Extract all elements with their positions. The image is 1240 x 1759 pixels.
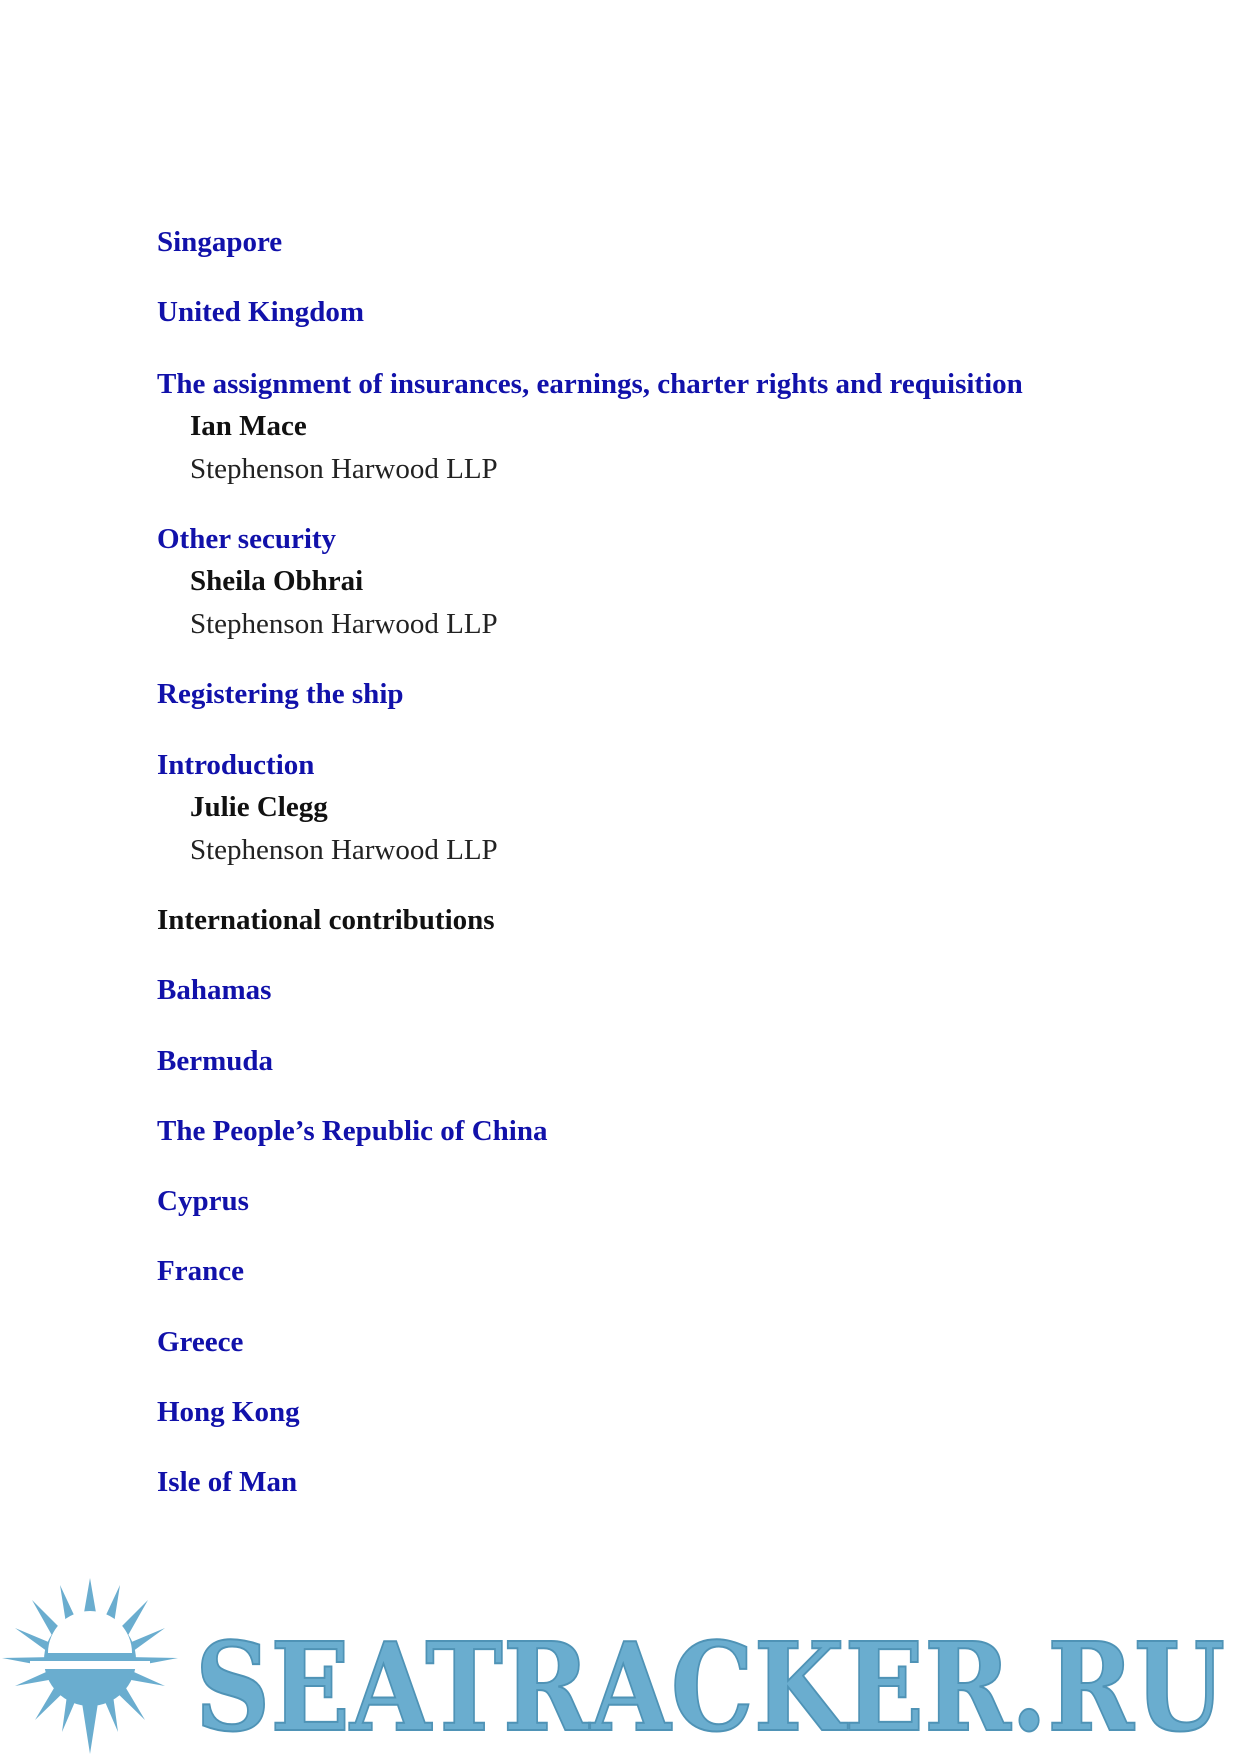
toc-link-hong-kong[interactable]: Hong Kong <box>157 1396 300 1428</box>
toc-link-bermuda[interactable]: Bermuda <box>157 1045 273 1077</box>
toc-link-china[interactable]: The People’s Republic of China <box>157 1115 548 1147</box>
toc-link-bahamas[interactable]: Bahamas <box>157 974 272 1006</box>
watermark-svg <box>0 1560 1240 1754</box>
watermark-banner <box>0 1560 1240 1754</box>
toc-firm-introduction: Stephenson Harwood LLP <box>190 834 498 866</box>
toc-link-registering[interactable]: Registering the ship <box>157 678 404 710</box>
toc-link-greece[interactable]: Greece <box>157 1326 244 1358</box>
toc-author-introduction: Julie Clegg <box>190 791 328 823</box>
toc-link-assignment[interactable]: The assignment of insurances, earnings, charter rights and requisition <box>157 368 1023 400</box>
toc-link-introduction[interactable]: Introduction <box>157 749 315 781</box>
toc-link-cyprus[interactable]: Cyprus <box>157 1185 249 1217</box>
toc-link-isle-of-man[interactable]: Isle of Man <box>157 1466 298 1498</box>
toc-section-heading: International contributions <box>157 904 495 936</box>
toc-link-other-security[interactable]: Other security <box>157 523 337 555</box>
toc-firm-assignment: Stephenson Harwood LLP <box>190 453 498 485</box>
toc-author-other-security: Sheila Obhrai <box>190 565 364 597</box>
sun-logo-icon <box>2 1578 178 1754</box>
toc-link-france[interactable]: France <box>157 1255 244 1287</box>
toc-firm-other-security: Stephenson Harwood LLP <box>190 608 498 640</box>
watermark-text: SEATRACKER.RU <box>195 1615 1225 1754</box>
toc-link-singapore[interactable]: Singapore <box>157 226 283 258</box>
toc-author-assignment: Ian Mace <box>190 410 307 442</box>
toc-link-united-kingdom[interactable]: United Kingdom <box>157 296 365 328</box>
